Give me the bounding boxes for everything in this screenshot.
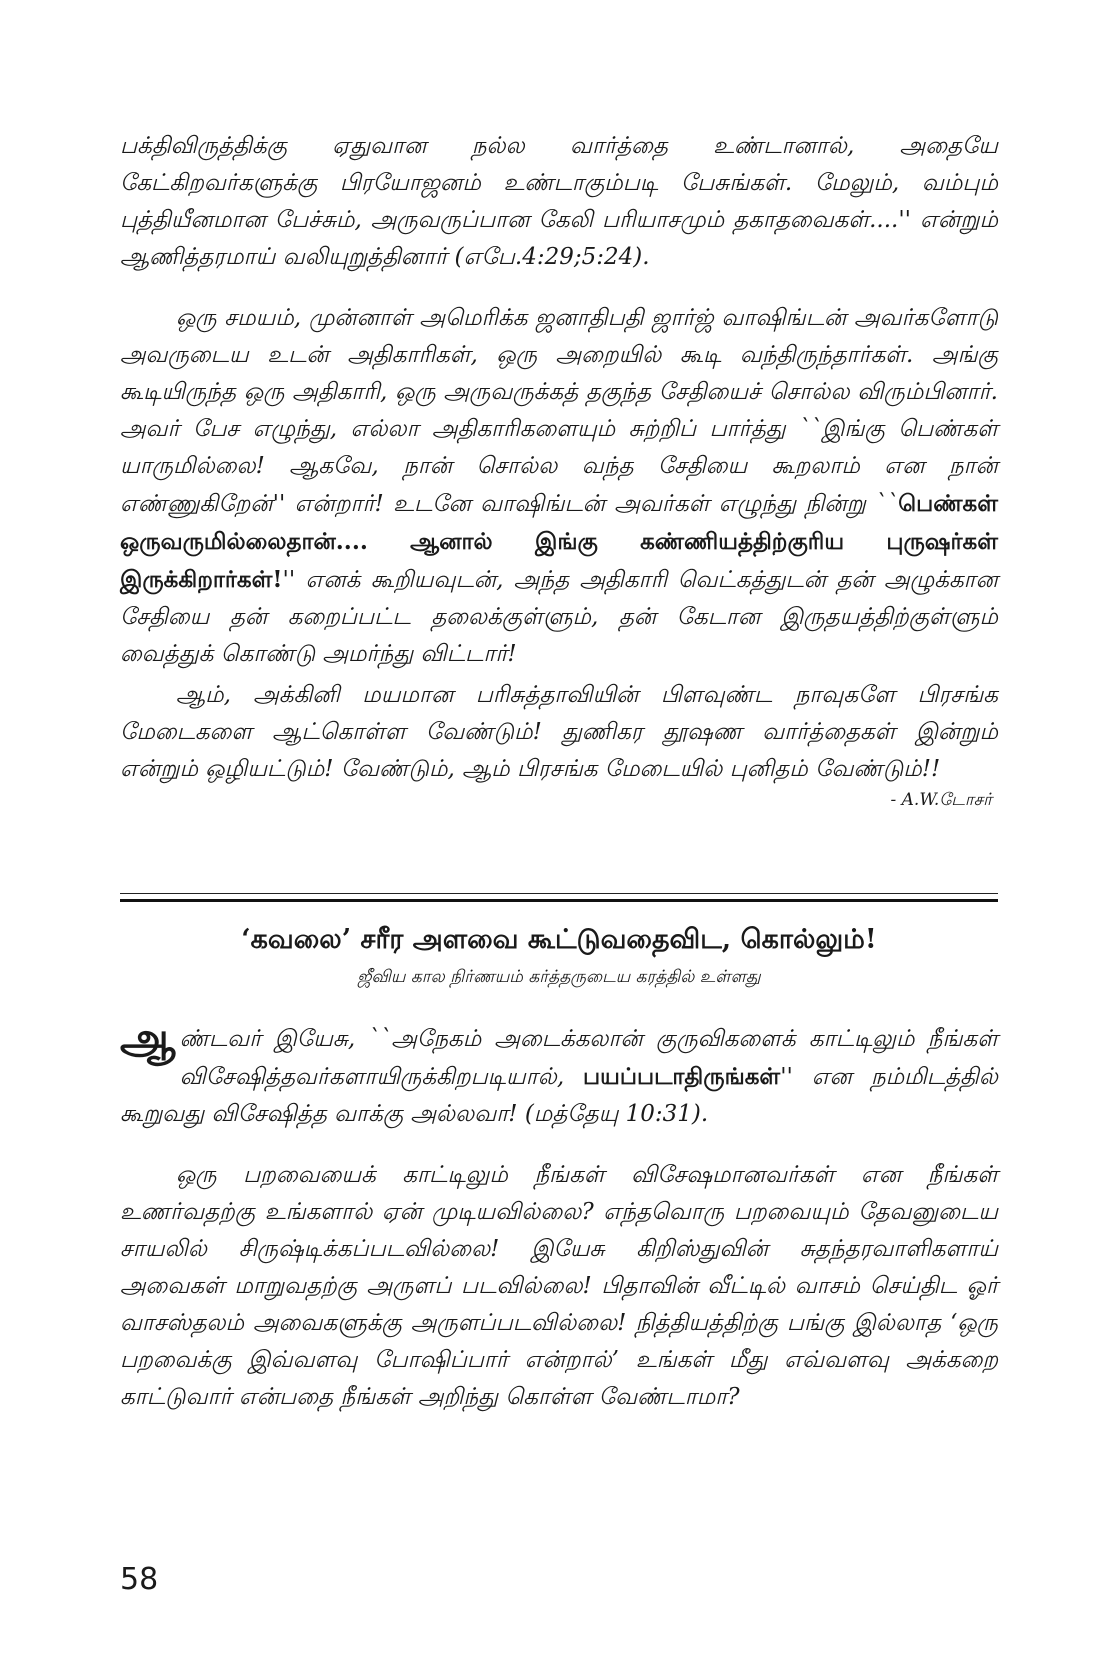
article-subtitle: ஜீவிய கால நிர்ணயம் கர்த்தருடைய கரத்தில் உள்ளது bbox=[357, 967, 761, 987]
paragraph-2: ஒரு சமயம், முன்னாள் அமெரிக்க ஜனாதிபதி ஜார்ஜ் வாஷிங்டன் அவர்களோடு அவருடைய உடன் அதிகாரிகள், ஒரு அறையில் கூடி வந்திருந்தார்கள். அங்கு கூடியிருந்த ஒரு அதிகாரி, ஒரு அருவருக்கத் தகுந்த சேதியைச் சொல்ல விரும்பினார். அவர் பேச எழுந்து, எல்லா அதிகாரிகளையும் சுற்றிப் பார்த்து ``இங்கு பெண்கள் யாருமில்லை! ஆகவே, நான் சொல்ல வந்த சேதியை கூறலாம் என நான் எண்ணுகிறேன்'' என்றார்! உடனே வாஷிங்டன் அவர்கள் எழுந்து நின்று ``பெண்கள் ஒருவருமில்லைதான்.... ஆனால் இங்கு கண்ணியத்திற்குரிய புருஷர்கள் இருக்கிறார்கள்!'' எனக் கூறியவுடன், அந்த அதிகாரி வெட்கத்துடன் தன் அழுக்கான சேதியை தன் கறைப்பட்ட தலைக்குள்ளும், தன் கேடான இருதயத்திற்குள்ளும் வைத்துக் கொண்டு அமர்ந்து விட்டார்! bbox=[120, 305, 998, 667]
separator bbox=[120, 893, 998, 902]
bold-word: பயப்படாதிருங்கள் bbox=[583, 1063, 781, 1090]
page-number: 58 bbox=[120, 1562, 159, 1597]
drop-cap: ஆ bbox=[120, 1013, 176, 1064]
paragraph-4: ஆண்டவர் இயேசு, ``அநேகம் அடைக்கலான் குருவிகளைக் காட்டிலும் நீங்கள் விசேஷித்தவர்களாயிருக்கிறபடியால், பயப்படாதிருங்கள்'' என நம்மிடத்தில் கூறுவது விசேஷித்த வாக்கு அல்லவா! (மத்தேயு 10:31). bbox=[120, 1013, 998, 1127]
section-1 bbox=[120, 128, 998, 812]
signature: - A.W.டோசர் bbox=[890, 790, 992, 810]
paragraph-3: ஆம், அக்கினி மயமான பரிசுத்தாவியின் பிளவுண்ட நாவுகளே பிரசங்க மேடைகளை ஆட்கொள்ள வேண்டும்! துணிகர தூஷண வார்த்தைகள் இன்றும் என்றும் ஒழியட்டும்! வேண்டும், ஆம் பிரசங்க மேடையில் புனிதம் வேண்டும்!! bbox=[120, 682, 998, 782]
paragraph-5: ஒரு பறவையைக் காட்டிலும் நீங்கள் விசேஷமானவர்கள் என நீங்கள் உணர்வதற்கு உங்களால் ஏன் முடியவில்லை? எந்தவொரு பறவையும் தேவனுடைய சாயலில் சிருஷ்டிக்கப்படவில்லை! இயேசு கிறிஸ்துவின் சுதந்தரவாளிகளாய் அவைகள் மாறுவதற்கு அருளப் படவில்லை! பிதாவின் வீட்டில் வாசம் செய்திட ஓர் வாசஸ்தலம் அவைகளுக்கு அருளப்படவில்லை! நித்தியத்திற்கு பங்கு இல்லாத ‘ஒரு பறவைக்கு இவ்வளவு போஷிப்பார் என்றால்’ உங்கள் மீது எவ்வளவு அக்கறை காட்டுவார் என்பதை நீங்கள் அறிந்து கொள்ள வேண்டாமா? bbox=[120, 1162, 998, 1410]
paragraph-1: பக்திவிருத்திக்கு ஏதுவான நல்ல வார்த்தை உண்டானால், அதையே கேட்கிறவர்களுக்கு பிரயோஜனம் உண்டாகும்படி பேசுங்கள். மேலும், வம்பும் புத்தியீனமான பேச்சும், அருவருப்பான கேலி பரியாசமும் தகாதவைகள்....'' என்றும் ஆணித்தரமாய் வலியுறுத்தினார் (எபே.4:29;5:24). bbox=[120, 133, 998, 270]
separator-thin-line bbox=[120, 893, 998, 894]
bold-quote: பெண்கள் ஒருவருமில்லைதான்.... ஆனால் இங்கு கண்ணியத்திற்குரிய புருஷர்கள் இருக்கிறார்கள்! bbox=[120, 490, 998, 593]
article-title: ‘கவலை’ சரீர அளவை கூட்டுவதைவிட, கொல்லும்! bbox=[241, 924, 877, 955]
section-2 bbox=[120, 902, 998, 1416]
